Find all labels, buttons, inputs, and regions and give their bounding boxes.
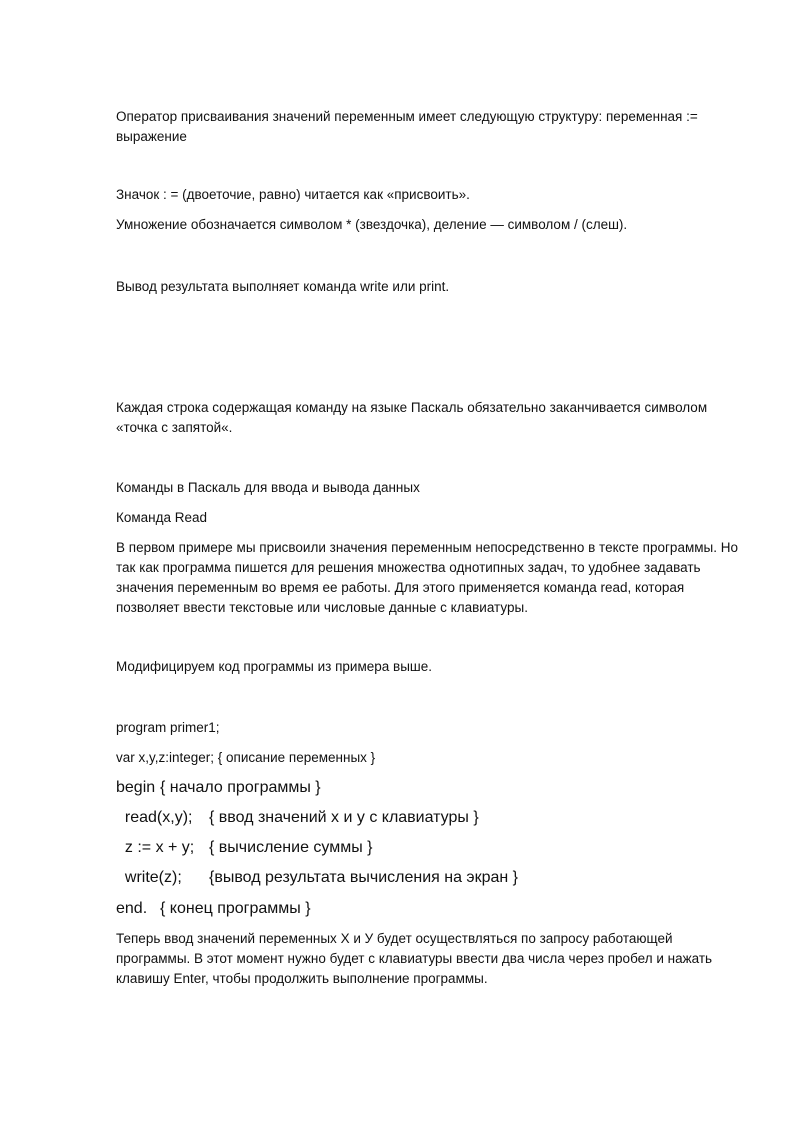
heading-io-commands: Команды в Паскаль для ввода и вывода данных — [116, 480, 420, 495]
paragraph-assignment-operator: Оператор присваивания значений переменным имеет следующую структуру: переменная := выражение — [116, 109, 698, 144]
paragraph-output: Вывод результата выполняет команда write или print. — [116, 279, 450, 294]
paragraph-semicolon: Каждая строка содержащая команду на языке Паскаль обязательно заканчивается символом «точка с запятой«. — [116, 400, 708, 435]
paragraph-assign-sign: Значок : = (двоеточие, равно) читается как «присвоить». — [116, 187, 470, 202]
code-line-4-statement: read(x,y); — [116, 809, 193, 826]
code-line-6-comment: {вывод результата вычисления на экран } — [209, 869, 519, 886]
code-line-6-statement: write(z); — [116, 869, 182, 886]
code-line-5-comment: { вычисление суммы } — [209, 839, 373, 856]
paragraph-multiplication: Умножение обозначается символом * (звездочка), деление — символом / (слеш). — [116, 217, 628, 232]
paragraph-input-explanation: Теперь ввод значений переменных X и У будет осуществляться по запросу работающей программы. В этот момент нужно будет с клавиатуры ввести два числа через пробел и нажать клавишу Enter, чтобы продолжить выполнение программы. — [116, 931, 713, 986]
paragraph-read-description: В первом примере мы присвоили значения переменным непосредственно в тексте программы. Но так как программа пишется для решения множества однотипных задач, то удобнее задавать значения переменным во время ее работы. Для этого применяется команда read, которая позволяет ввести текстовые или числовые данные с клавиатуры. — [116, 540, 738, 615]
code-line-5-statement: z := x + y; — [116, 839, 195, 856]
code-line-2: var x,y,z:integer; { описание переменных } — [116, 750, 376, 765]
code-line-7-statement: end. — [116, 900, 148, 917]
code-line-7-comment: { конец программы } — [160, 900, 311, 917]
code-line-3-comment: { начало программы } — [160, 779, 321, 796]
paragraph-modify-code: Модифицируем код программы из примера выше. — [116, 659, 432, 674]
code-line-4-comment: { ввод значений x и y с клавиатуры } — [209, 809, 479, 826]
code-line-3-statement: begin — [116, 779, 156, 796]
code-line-1: program primer1; — [116, 720, 220, 735]
heading-read-command: Команда Read — [116, 510, 208, 525]
